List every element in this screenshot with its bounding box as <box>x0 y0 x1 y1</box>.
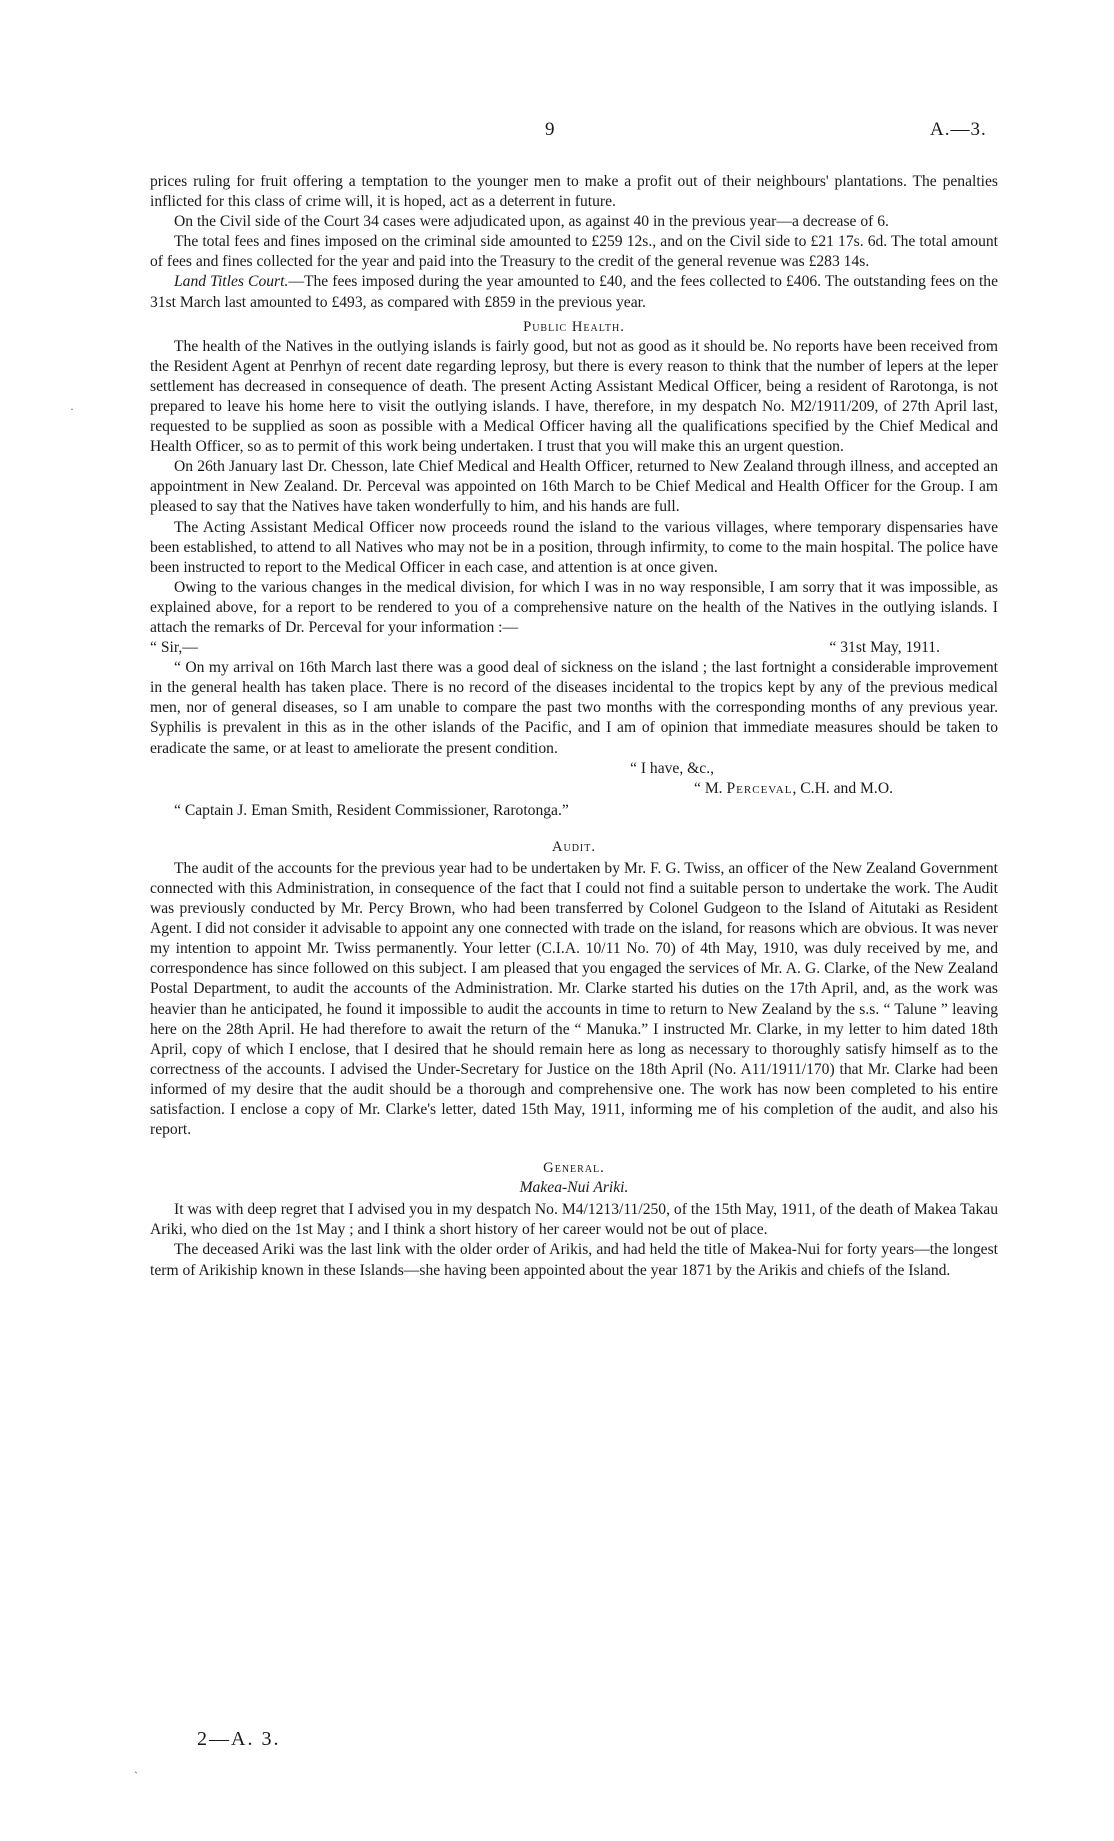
public-health-paragraph-4: Owing to the various changes in the medical division, for which I was in no way responsible, I am sorry that it was impossible, as explained above, for a report to be rendered to you of a comprehensive nature on the health of the Natives in the outlying islands. I attach the remarks of Dr. Perceval for your information :— <box>150 578 998 636</box>
document-body <box>150 172 998 1281</box>
letter-addressee: “ Captain J. Eman Smith, Resident Commissioner, Rarotonga.” <box>174 801 569 819</box>
document-reference: A.—3. <box>930 119 987 140</box>
general-paragraph-2: The deceased Ariki was the last link with the older order of Arikis, and had held the title of Makea-Nui for forty years—the longest term of Arikiship known in these Islands—she having been appointed about the year 1871 by the Arikis and chiefs of the Island. <box>150 1241 998 1279</box>
signature-prefix: “ M. <box>694 779 723 797</box>
public-health-paragraph-1: The health of the Natives in the outlying islands is fairly good, but not as good as it should be. No reports have been received from the Resident Agent at Penrhyn of recent date regarding leprosy, but there is every reason to think that the number of lepers at the leper settlement has decreased in consequence of death. The present Acting Assistant Medical Officer, being a resident of Rarotonga, is not prepared to leave his home here to visit the outlying islands. I have, therefore, in my despatch No. M2/1911/209, of 27th April last, requested to be supplied as soon as possible with a Medical Officer having all the qualifications specified by the Chief Medical and Health Officer, so as to permit of this work being undertaken. I trust that you will make this an urgent question. <box>150 337 998 456</box>
letter-body: “ On my arrival on 16th March last there was a good deal of sickness on the island ; the last fortnight a considerable improvement in the general health has taken place. There is no record of the diseases incidental to the tropics kept by any of the previous medical men, nor of general diseases, so I am unable to compare the past two months with the corresponding months of any previous year. Syphilis is prevalent in this as in the other islands of the Pacific, and I am of opinion that immediate measures should be taken to eradicate the same, or at least to ameliorate the present condition. <box>150 659 998 757</box>
land-titles-heading: Land Titles Court. <box>174 273 289 291</box>
letter-closing: “ I have, &c., <box>630 759 714 777</box>
letter-salutation: “ Sir,— <box>150 639 198 657</box>
general-paragraph-1: It was with deep regret that I advised you in my despatch No. M4/1213/11/250, of the 15th May, 1911, of the death of Makea Takau Ariki, who died on the 1st May ; and I think a short history of her career would not be out of place. <box>150 1201 998 1239</box>
court-paragraph-2: On the Civil side of the Court 34 cases were adjudicated upon, as against 40 in the previous year—a decrease of 6. <box>174 213 889 231</box>
page-header <box>0 120 1114 144</box>
letter-date: “ 31st May, 1911. <box>829 639 940 657</box>
public-health-paragraph-3: The Acting Assistant Medical Officer now proceeds round the island to the various villages, where temporary dispensaries have been established, to attend to all Natives who may not be in a position, through infirmity, to come to the main hospital. The police have been instructed to report to the Medical Officer in each case, and attention is at once given. <box>150 518 998 576</box>
public-health-heading: Public Health. <box>523 318 625 335</box>
public-health-paragraph-2: On 26th January last Dr. Chesson, late Chief Medical and Health Officer, returned to New Zealand through illness, and accepted an appointment in New Zealand. Dr. Perceval was appointed on 16th March to be Chief Medical and Health Officer for the Group. I am pleased to say that the Natives have taken wonderfully to him, and his hands are full. <box>150 458 998 516</box>
court-paragraph-3: The total fees and fines imposed on the criminal side amounted to £259 12s., and on the Civil side to £21 17s. 6d. The total amount of fees and fines collected for the year and paid into the Treasury to the credit of the general revenue was £283 14s. <box>150 233 998 271</box>
margin-dot: · <box>70 402 74 416</box>
quoted-letter <box>150 638 998 821</box>
land-titles-text: —The fees imposed during the year amounted to £40, and the fees collected to £406. The outstanding fees on the 31st March last amounted to £493, as compared with £859 in the previous year. <box>150 273 999 311</box>
letter-header <box>150 638 998 658</box>
margin-tick: ` <box>134 1769 138 1783</box>
audit-paragraph: The audit of the accounts for the previous year had to be undertaken by Mr. F. G. Twiss, an officer of the New Zealand Government connected with this Administration, in consequence of the fact that I could not find a suitable person to undertake the work. The Audit was previously conducted by Mr. Percy Brown, who had been transferred by Colonel Gudgeon to the Island of Aitutaki as Resident Agent. I did not consider it advisable to appoint any one connected with trade on the island, for reasons which are obvious. It was never my intention to appoint Mr. Twiss permanently. Your letter (C.I.A. 10/11 No. 70) of 4th May, 1910, was duly received by me, and correspondence has since followed on this subject. I am pleased that you engaged the services of Mr. A. G. Clarke, of the New Zealand Postal Department, to audit the accounts of the Administration. Mr. Clarke started his duties on the 17th April, and, as the work was heavier than he anticipated, he found it impossible to audit the accounts in time to return to New Zealand by the s.s. “ Talune ” leaving here on the 28th April. He had therefore to await the return of the “ Manuka.” I instructed Mr. Clarke, in my letter to him dated 18th April, copy of which I enclose, that I desired that he should remain here as long as necessary to thoroughly satisfy himself as to the correctness of the accounts. I advised the Under-Secretary for Justice on the 18th April (No. A11/1911/170) that Mr. Clarke had been informed of my desire that the audit should be a thorough and comprehensive one. The work has now been completed to his entire satisfaction. I enclose a copy of Mr. Clarke's letter, dated 15th May, 1911, informing me of his completion of the audit, and also his report. <box>150 859 998 1139</box>
letter-signature <box>150 779 998 799</box>
audit-heading: Audit. <box>551 838 597 855</box>
court-paragraph-1: prices ruling for fruit offering a temptation to the younger men to make a profit out of their neighbours' plantations. The penalties inflicted for this class of crime will, it is hoped, act as a deterrent in future. <box>150 173 998 211</box>
makea-nui-subheading: Makea-Nui Ariki. <box>519 1179 629 1197</box>
signature-name: Perceval <box>726 779 793 797</box>
general-heading: General. <box>543 1160 605 1177</box>
page-number: 9 <box>545 119 555 140</box>
land-titles-paragraph <box>150 272 998 312</box>
signature-suffix: , C.H. and M.O. <box>792 779 893 797</box>
sheet-signature: 2—A. 3. <box>197 1728 281 1750</box>
